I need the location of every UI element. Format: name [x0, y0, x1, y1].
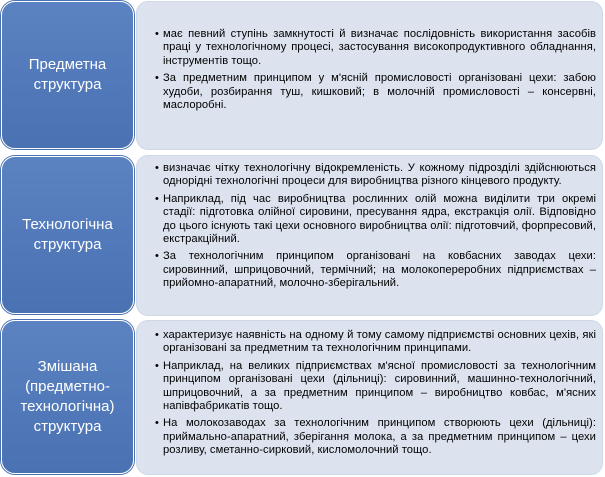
- panel-technological-structure: [136, 155, 603, 316]
- list-subject-structure: [157, 28, 596, 116]
- row-mixed-structure: [0, 319, 605, 477]
- list-technological-structure: [157, 162, 596, 295]
- list-item: • На молокозаводах за технологічним принципом створюють цехи (дільниці): приймально-апаратний, зберігання молока, а за предметним принципом – цехи розливу, сметанно-сирковий, кисломолочний тощо.: [157, 417, 596, 457]
- list-mixed-structure: [157, 329, 596, 462]
- list-item: • За предметним принципом у м'ясній промисловості організовані цехи: забою худоби, розбирання туш, кишковий; в молочній промисловості – консервні, маслоробні.: [157, 72, 596, 112]
- list-item: • характеризує наявність на одному й тому самому підприємстві основних цехів, які організовані за предметним та технологічним принципами.: [157, 329, 596, 356]
- list-item: • За технологічним принципом організовані на ковбасних заводах цехи: сировинний, шприцовочний, термічний; на молокопереробних підприємствах – прийомно-апаратний, молочно-зберігальний.: [157, 250, 596, 290]
- label-subject-structure: Предметна структура: [1, 1, 134, 149]
- panel-subject-structure: [136, 1, 603, 150]
- label-technological-structure: Технологічна структура: [1, 156, 134, 314]
- label-mixed-structure: Змішана (предметно-технологічна) структура: [1, 320, 134, 474]
- list-item: • має певний ступінь замкнутості й визначає послідовність використання засобів праці у технологічному процесі, застосування високопродуктивного обладнання, інструментів тощо.: [157, 28, 596, 68]
- row-technological-structure: [0, 154, 605, 318]
- panel-mixed-structure: [136, 320, 603, 475]
- list-item: • визначає чітку технологічну відокремленість. У кожному підрозділі здійснюються однорідні технологічні процеси для виробництва різного кінцевого продукту.: [157, 162, 596, 189]
- row-subject-structure: [0, 0, 605, 152]
- list-item: • Наприклад, на великих підприємствах м'ясної промисловості за технологічним принципом організовані цехи (дільниці): сировинний, машинно-технологічний, шприцовочний, а за предметним принципом – виробництво ковбас, м'ясних напівфабрикатів тощо.: [157, 360, 596, 414]
- list-item: • Наприклад, під час виробництва рослинних олій можна виділити три окремі стадії: підготовка олійної сировини, пресування ядра, екстракція олії. Відповідно до цього існують такі цехи основного виробництва олії: підготовчий, форпресовий, екстракційний.: [157, 193, 596, 247]
